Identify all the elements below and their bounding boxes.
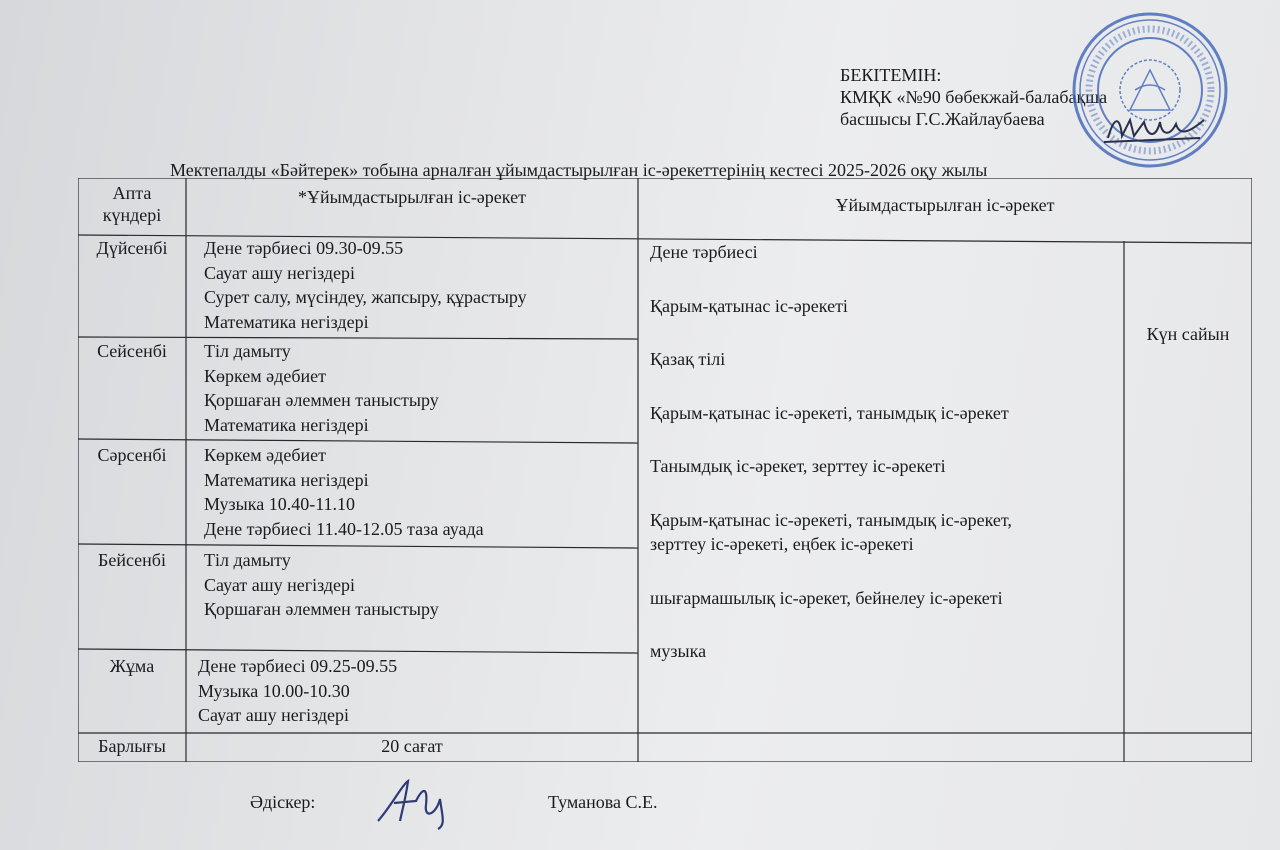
director-signature (1100, 108, 1210, 148)
document-title: Мектепалды «Бәйтерек» тобына арналған ұйымдастырылған іс-әрекеттерінің кестесі 2025-2026 оқу жылы (170, 160, 988, 180)
total-label: Барлығы (98, 736, 166, 756)
approval-line-1: КМҚК «№90 бөбекжай-балабақша (840, 87, 1108, 107)
approval-title: БЕКІТЕМІН: (840, 65, 942, 85)
header-activity-types: Ұйымдастырылған іс-әрекет (835, 195, 1055, 215)
list-item: Сурет салу, мүсіндеу, жапсыру, құрастыру (204, 287, 527, 307)
list-item: Танымдық іс-әрекет, зерттеу іс-әрекеті (650, 456, 946, 476)
list-item: Көркем әдебиет (204, 445, 326, 465)
list-item: Қарым-қатынас іс-әрекеті, танымдық іс-әрекет (650, 402, 1009, 423)
header-days-line-1: Апта (112, 183, 152, 203)
day-monday: Дүйсенбі (96, 238, 168, 258)
list-item: Қазақ тілі (650, 349, 726, 369)
methodist-name: Туманова С.Е. (548, 792, 658, 812)
day-friday: Жұма (109, 656, 155, 676)
schedule-table (78, 178, 1252, 762)
list-item: Музыка 10.00-10.30 (198, 680, 350, 701)
list-item: Сауат ашу негіздері (204, 262, 356, 283)
list-item: шығармашылық іс-әрекет, бейнелеу іс-әрекеті (650, 587, 1003, 608)
header-days (78, 182, 186, 226)
list-item: Музыка 10.40-11.10 (204, 494, 356, 514)
list-item: Дене тәрбиесі 09.30-09.55 (204, 238, 404, 258)
list-item: Көркем әдебиет (204, 365, 326, 386)
list-item: Математика негіздері (204, 311, 369, 332)
day-tuesday: Сейсенбі (97, 341, 167, 361)
list-item: Тіл дамыту (204, 341, 291, 361)
friday-activities (198, 654, 397, 728)
list-item: Қоршаған әлеммен таныстыру (204, 599, 439, 619)
total-value: 20 сағат (381, 736, 443, 756)
wednesday-activities (204, 443, 484, 541)
header-days-line-2: күндері (102, 205, 162, 225)
list-item: Дене тәрбиесі 09.25-09.55 (198, 656, 398, 676)
list-item: музыка (650, 641, 707, 661)
thursday-activities (204, 548, 439, 622)
tuesday-activities (204, 339, 439, 437)
list-item: Сауат ашу негіздері (204, 574, 356, 595)
list-item: Дене тәрбиесі 11.40-12.05 таза ауада (204, 518, 484, 539)
list-item: Тіл дамыту (204, 550, 291, 570)
list-item: Математика негіздері (204, 414, 369, 435)
approval-block (840, 64, 1107, 130)
list-item: Сауат ашу негіздері (198, 705, 350, 725)
list-item: зерттеу іс-әрекеті, еңбек іс-әрекеті (650, 534, 914, 554)
list-item: Қоршаған әлеммен таныстыру (204, 390, 439, 410)
monday-activities (204, 236, 527, 334)
methodist-signature (372, 775, 462, 830)
day-wednesday: Сәрсенбі (97, 445, 167, 465)
list-item: Дене тәрбиесі (650, 242, 758, 262)
list-item: Математика негіздері (204, 469, 369, 490)
list-item: Қарым-қатынас іс-әрекеті (650, 295, 848, 316)
header-activities: *Ұйымдастырылған іс-әрекет (298, 187, 526, 207)
approval-line-2: басшысы Г.С.Жайлаубаева (840, 109, 1045, 129)
activity-types-list (650, 240, 1012, 664)
frequency-label: Күн сайын (1146, 324, 1230, 344)
day-thursday: Бейсенбі (98, 550, 166, 570)
methodist-label: Әдіскер: (250, 792, 316, 812)
list-item: Қарым-қатынас іс-әрекеті, танымдық іс-әрекет, (650, 509, 1012, 530)
